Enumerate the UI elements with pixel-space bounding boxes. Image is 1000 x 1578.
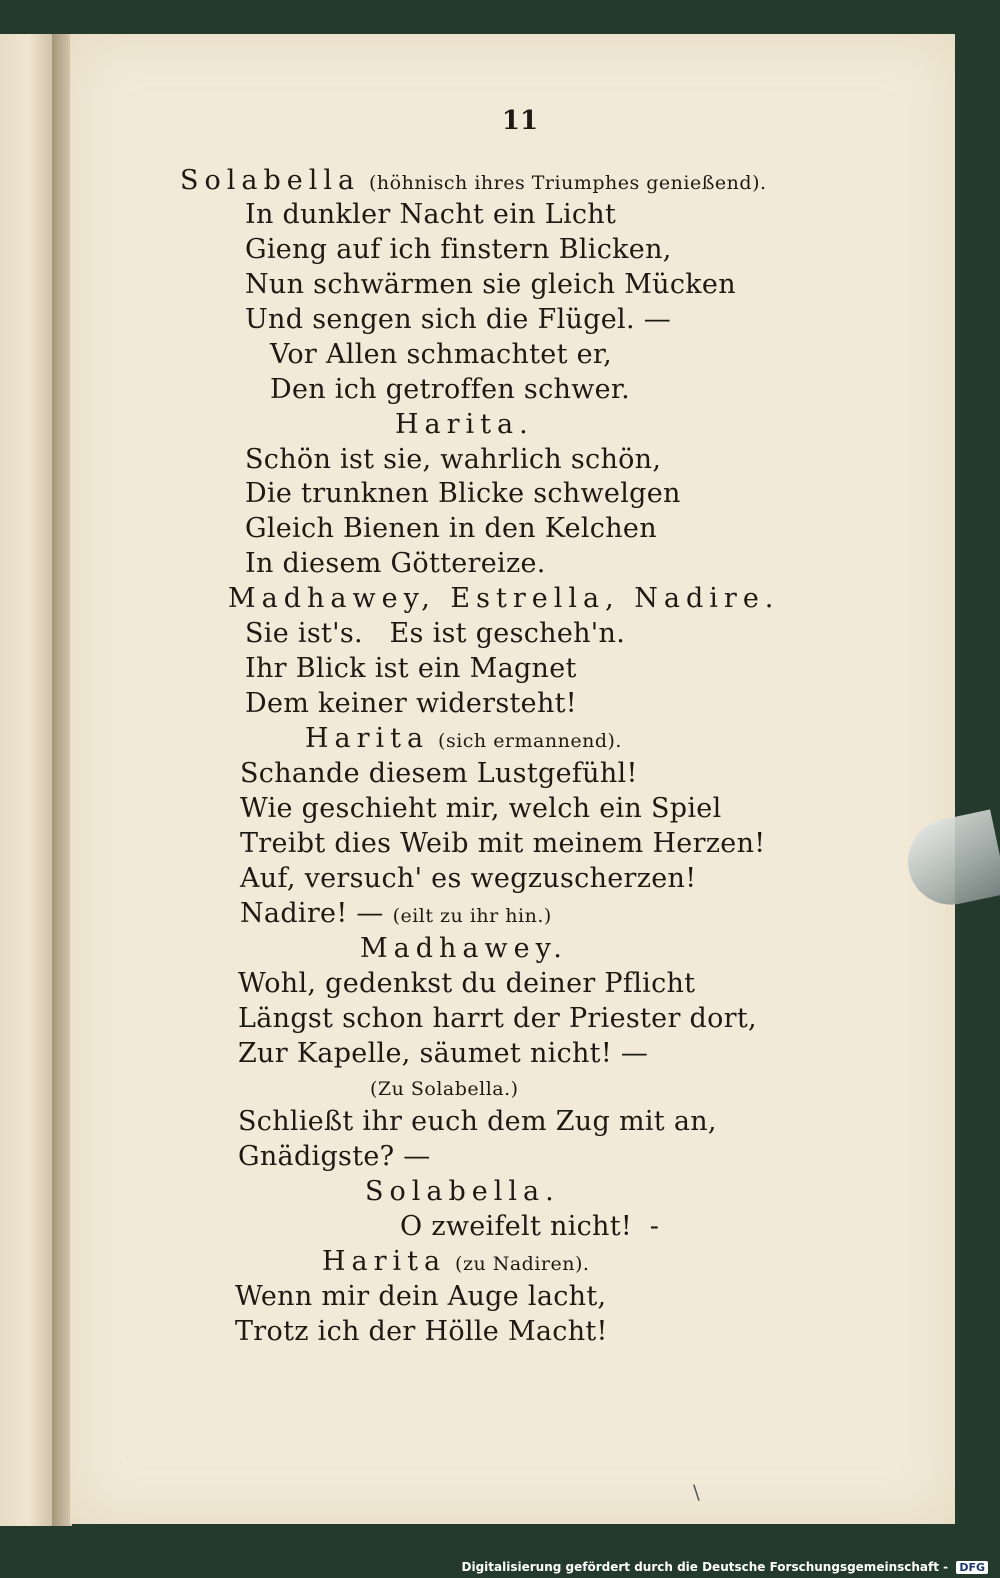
speaker-line (305, 722, 622, 758)
verse-line: Und sengen sich die Flügel. — (245, 304, 672, 335)
verse-line: Gleich Bienen in den Kelchen (245, 513, 657, 544)
speaker-heading: Madhawey, Estrella, Nadire. (228, 583, 780, 614)
verse-line: Sie ist's. Es ist gescheh'n. (245, 618, 626, 649)
verse-line: Wie geschieht mir, welch ein Spiel (240, 793, 722, 824)
verse-line: Wohl, gedenkst du deiner Pflicht (238, 968, 696, 999)
verse-line: Schande diesem Lustgefühl! (240, 758, 638, 789)
verse-line: Den ich getroffen schwer. (270, 374, 631, 405)
stage-direction: (höhnisch ihres Triumphes genießend). (369, 172, 767, 194)
verse-line: Auf, versuch' es wegzuscherzen! (240, 863, 697, 894)
verse-line: In diesem Göttereize. (245, 548, 546, 579)
speaker-name: Harita (322, 1246, 447, 1277)
verse-text: Nadire! — (240, 898, 384, 929)
verse-line: Ihr Blick ist ein Magnet (245, 653, 577, 684)
verse-line: Gieng auf ich finstern Blicken, (245, 234, 672, 265)
page-number: 11 (501, 106, 539, 136)
verse-line: Schließt ihr euch dem Zug mit an, (238, 1106, 717, 1137)
book-gutter (52, 34, 72, 1526)
digitization-credit (458, 1560, 992, 1574)
verse-line: Trotz ich der Hölle Macht! (235, 1316, 608, 1347)
verse-line: Dem keiner widersteht! (245, 688, 577, 719)
verse-line: In dunkler Nacht ein Licht (245, 199, 617, 230)
verse-line: Gnädigste? — (238, 1141, 431, 1172)
speaker-heading: Harita. (395, 409, 534, 440)
verse-line: Vor Allen schmachtet er, (270, 339, 613, 370)
facing-page-edge (0, 34, 54, 1526)
speaker-name: Harita (305, 723, 430, 754)
credit-text: Digitalisierung gefördert durch die Deutsche Forschungsgemeinschaft - (461, 1560, 949, 1574)
stage-direction: (eilt zu ihr hin.) (392, 905, 552, 927)
verse-line: Zur Kapelle, säumet nicht! — (238, 1038, 649, 1069)
speaker-line (322, 1245, 589, 1281)
dfg-logo: DFG (956, 1561, 988, 1574)
speaker-line (180, 164, 767, 200)
verse-line: Treibt dies Weib mit meinem Herzen! (240, 828, 766, 859)
speaker-name: Solabella (180, 165, 361, 196)
verse-line: Wenn mir dein Auge lacht, (235, 1281, 607, 1312)
speaker-heading: Madhawey. (360, 933, 568, 964)
verse-line: Die trunknen Blicke schwelgen (245, 478, 681, 509)
stage-direction: (Zu Solabella.) (370, 1078, 519, 1100)
verse-line (240, 897, 552, 933)
stage-direction: (sich ermannend). (438, 730, 622, 752)
verse-line: Schön ist sie, wahrlich schön, (245, 444, 662, 475)
pencil-mark: \ (693, 1480, 700, 1504)
speaker-heading: Solabella. (365, 1176, 560, 1207)
verse-line: Längst schon harrt der Priester dort, (238, 1003, 757, 1034)
verse-line: O zweifelt nicht! - (400, 1211, 660, 1242)
book-page (70, 34, 955, 1524)
verse-line: Nun schwärmen sie gleich Mücken (245, 269, 736, 300)
stage-direction: (zu Nadiren). (455, 1253, 590, 1275)
